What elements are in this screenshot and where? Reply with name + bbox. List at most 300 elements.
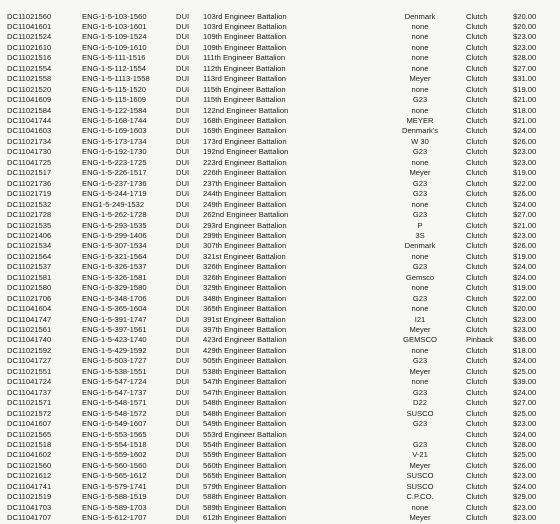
price: $25.00	[513, 366, 537, 376]
price: $19.00	[513, 84, 537, 94]
attachment: Clutch	[466, 429, 488, 439]
attachment: Clutch	[466, 283, 488, 293]
table-row	[0, 64, 560, 74]
table-row	[0, 398, 560, 408]
item-type: DUI	[176, 314, 190, 324]
item-type: DUI	[176, 345, 190, 355]
item-id: DC11021406	[7, 230, 52, 240]
price: $28.00	[513, 53, 537, 63]
item-code: ENG-1-5-547-1737	[82, 387, 147, 397]
item-code: ENG-1-5-192-1730	[82, 147, 147, 157]
item-id: DC11021736	[7, 178, 52, 188]
maker: SUSCO	[406, 481, 434, 491]
item-code: ENG-1-5-173-1734	[82, 136, 147, 146]
price: $23.00	[513, 32, 537, 42]
maker: I21	[414, 314, 426, 324]
item-type: DUI	[176, 84, 190, 94]
maker: G23	[412, 356, 428, 366]
attachment: Clutch	[466, 63, 488, 73]
attachment: Clutch	[466, 189, 488, 199]
item-type: DUI	[176, 377, 190, 387]
maker: G23	[412, 95, 428, 105]
item-type: DUI	[176, 471, 190, 481]
unit-name: 115th Engineer Battalion	[203, 95, 286, 105]
maker: none	[411, 105, 429, 115]
attachment: Clutch	[466, 95, 488, 105]
attachment: Clutch	[466, 460, 488, 470]
price: $23.00	[513, 419, 537, 429]
item-code: ENG-1-5-321-1564	[82, 251, 147, 261]
table-row	[0, 12, 560, 22]
item-type: DUI	[176, 304, 190, 314]
item-id: DC11041741	[7, 481, 52, 491]
item-id: DC11041727	[7, 356, 52, 366]
table-row	[0, 116, 560, 126]
attachment: Clutch	[466, 513, 488, 523]
price: $24.00	[513, 356, 537, 366]
item-type: DUI	[176, 230, 190, 240]
attachment: Clutch	[466, 11, 488, 21]
item-id: DC11021572	[7, 408, 52, 418]
item-type: DUI	[176, 116, 190, 125]
price: $24.00	[513, 272, 537, 282]
table-row	[0, 409, 560, 419]
item-id: DC11021519	[7, 492, 52, 502]
price: $24.00	[513, 126, 537, 136]
item-id: DC11041737	[7, 387, 52, 397]
price: $24.00	[513, 199, 537, 209]
price: $23.00	[513, 314, 537, 324]
price: $23.00	[513, 471, 537, 481]
price: $23.00	[513, 502, 537, 512]
attachment: Clutch	[466, 377, 488, 387]
maker: none	[411, 63, 429, 73]
attachment: Clutch	[466, 272, 488, 282]
item-code: ENG-1-5-226-1517	[82, 168, 147, 178]
item-code: ENG-1-5-115-1609	[82, 95, 147, 105]
table-row	[0, 168, 560, 178]
item-id: DC11041730	[7, 147, 52, 157]
price: $23.00	[513, 325, 537, 334]
table-row	[0, 231, 560, 241]
maker: D22	[413, 398, 427, 408]
price: $25.00	[513, 408, 537, 418]
item-code: ENG1-5-249-1532	[82, 199, 145, 209]
item-type: DUI	[176, 199, 190, 209]
table-row	[0, 304, 560, 314]
price: $27.00	[513, 398, 537, 408]
table-row	[0, 189, 560, 199]
item-type: DUI	[176, 220, 190, 230]
item-type: DUI	[176, 21, 190, 31]
item-code: ENG-1-5-365-1604	[82, 304, 147, 314]
item-code: ENG-1-5-103-1560	[82, 11, 147, 21]
item-type: DUI	[176, 241, 190, 251]
unit-name: 326th Engineer Battalion	[203, 272, 287, 282]
maker: none	[411, 251, 429, 261]
item-id: DC11021734	[7, 136, 52, 146]
unit-name: 237th Engineer Battalion	[203, 178, 287, 188]
maker: SUSCO	[406, 471, 434, 481]
maker: G23	[412, 293, 428, 303]
table-row	[0, 53, 560, 63]
table-row	[0, 430, 560, 440]
item-code: ENG-1-5-548-1571	[82, 398, 147, 408]
item-code: ENG-1-5-348-1706	[82, 293, 147, 303]
unit-name: 226th Engineer Battalion	[203, 168, 287, 178]
item-code: ENG-1-5-560-1560	[82, 460, 147, 470]
attachment: Clutch	[466, 419, 488, 429]
maker: none	[411, 283, 429, 293]
maker: none	[411, 32, 429, 42]
unit-name: 173rd Engineer Battalion	[203, 136, 287, 146]
unit-name: 329th Engineer Battalion	[203, 283, 287, 293]
maker: G23	[412, 439, 428, 449]
price: $20.00	[513, 21, 537, 31]
item-type: DUI	[176, 408, 190, 418]
attachment: Clutch	[466, 220, 488, 230]
item-code: ENG-1-5-112-1554	[82, 63, 147, 73]
table-row	[0, 356, 560, 366]
item-id: DC11021520	[7, 84, 52, 94]
item-type: DUI	[176, 210, 190, 220]
attachment: Clutch	[466, 105, 488, 115]
item-type: DUI	[176, 63, 190, 73]
unit-name: 547th Engineer Battalion	[203, 387, 287, 397]
item-type: DUI	[176, 481, 190, 491]
item-id: DC11041602	[7, 450, 52, 460]
item-code: ENG-1-5-168-1744	[82, 116, 147, 125]
table-row	[0, 262, 560, 272]
unit-name: 326th Engineer Battalion	[203, 262, 287, 272]
item-id: DC11021560	[7, 460, 52, 470]
item-code: ENG-1-5-122-1584	[82, 105, 147, 115]
unit-name: 365th Engineer Battalion	[203, 304, 287, 314]
item-code: ENG-1-5-1113-1558	[82, 74, 150, 84]
item-id: DC11021571	[7, 398, 52, 408]
maker: none	[411, 157, 429, 167]
unit-name: 192nd Engineer Battalion	[203, 147, 289, 157]
unit-name: 109th Engineer Battalion	[203, 42, 287, 52]
maker: C.P.CO.	[406, 492, 434, 502]
item-code: ENG-1-5-237-1736	[82, 178, 147, 188]
item-type: DUI	[176, 366, 190, 376]
price: $23.00	[513, 147, 537, 157]
unit-name: 588th Engineer Battalion	[203, 492, 287, 502]
table-row	[0, 367, 560, 377]
attachment: Clutch	[466, 21, 488, 31]
price: $23.00	[513, 230, 537, 240]
unit-name: 397th Engineer Battalion	[203, 325, 287, 334]
table-row	[0, 147, 560, 157]
item-type: DUI	[176, 450, 190, 460]
price: $20.00	[513, 304, 537, 314]
unit-name: 111th Engineer Battalion	[203, 53, 286, 63]
item-code: ENG-1-5-559-1602	[82, 450, 147, 460]
table-row	[0, 315, 560, 325]
item-id: DC11041747	[7, 314, 52, 324]
price: $22.00	[513, 293, 537, 303]
item-id: DC11021719	[7, 189, 52, 199]
maker: G23	[412, 210, 428, 220]
unit-name: 560th Engineer Battalion	[203, 460, 287, 470]
table-row	[0, 126, 560, 136]
item-code: ENG-1-5-326-1537	[82, 262, 147, 272]
maker: Meyer	[409, 460, 431, 470]
attachment: Clutch	[466, 366, 488, 376]
item-code: ENG-1-5-103-1601	[82, 21, 147, 31]
unit-name: 553rd Engineer Battalion	[203, 429, 287, 439]
attachment: Clutch	[466, 450, 488, 460]
item-type: DUI	[176, 42, 190, 52]
item-code: ENG-1-5-589-1703	[82, 502, 147, 512]
item-type: DUI	[176, 251, 190, 261]
price: $28.00	[513, 439, 537, 449]
item-code: ENG-1-5-547-1724	[82, 377, 147, 387]
unit-name: 115th Engineer Battalion	[203, 84, 286, 94]
item-type: DUI	[176, 387, 190, 397]
table-row	[0, 513, 560, 523]
attachment: Clutch	[466, 314, 488, 324]
table-row	[0, 377, 560, 387]
table-row	[0, 325, 560, 335]
table-row	[0, 440, 560, 450]
item-id: DC11041609	[7, 95, 52, 105]
item-code: ENG-1-5-293-1535	[82, 220, 147, 230]
table-row	[0, 95, 560, 105]
unit-name: 299th Engineer Battalion	[203, 230, 287, 240]
attachment: Clutch	[466, 502, 488, 512]
item-code: ENG-1-5-538-1551	[82, 366, 147, 376]
item-id: DC11021592	[7, 345, 52, 355]
maker: none	[411, 502, 429, 512]
table-row	[0, 273, 560, 283]
attachment: Clutch	[466, 408, 488, 418]
price: $18.00	[513, 105, 537, 115]
maker: Meyer	[409, 366, 431, 376]
item-type: DUI	[176, 429, 190, 439]
maker: Meyer	[409, 168, 431, 178]
item-id: DC11041740	[7, 335, 52, 345]
item-id: DC11021610	[7, 42, 52, 52]
table-row	[0, 471, 560, 481]
table-row	[0, 210, 560, 220]
item-id: DC11041744	[7, 116, 52, 125]
table-row	[0, 106, 560, 116]
item-type: DUI	[176, 168, 190, 178]
unit-name: 554th Engineer Battalion	[203, 439, 287, 449]
item-code: ENG-1-5-548-1572	[82, 408, 147, 418]
maker: G23	[412, 419, 428, 429]
item-id: DC11021535	[7, 220, 52, 230]
unit-name: 122nd Engineer Battalion	[203, 105, 289, 115]
price: $23.00	[513, 157, 537, 167]
maker: V-21	[412, 450, 428, 460]
unit-name: 565th Engineer Battalion	[203, 471, 287, 481]
unit-name: 548th Engineer Battalion	[203, 398, 287, 408]
maker: none	[411, 304, 429, 314]
price: $26.00	[513, 241, 537, 251]
price: $21.00	[513, 116, 537, 125]
attachment: Clutch	[466, 293, 488, 303]
price: $27.00	[513, 210, 537, 220]
item-id: DC11021534	[7, 241, 52, 251]
item-id: DC11021581	[7, 272, 52, 282]
table-row	[0, 252, 560, 262]
item-type: DUI	[176, 189, 190, 199]
maker: G23	[412, 387, 428, 397]
item-code: ENG-1-5-554-1518	[82, 439, 147, 449]
item-code: ENG-1-5-553-1565	[82, 429, 147, 439]
item-type: DUI	[176, 32, 190, 42]
item-type: DUI	[176, 272, 190, 282]
item-type: DUI	[176, 460, 190, 470]
item-code: ENG-1-5-329-1580	[82, 283, 147, 293]
attachment: Pinback	[466, 335, 494, 345]
table-row	[0, 482, 560, 492]
item-id: DC11021561	[7, 325, 52, 334]
maker: G23	[412, 147, 428, 157]
item-code: ENG-1-5-262-1728	[82, 210, 147, 220]
item-id: DC11021584	[7, 105, 52, 115]
item-type: DUI	[176, 178, 190, 188]
attachment: Clutch	[466, 356, 488, 366]
attachment: Clutch	[466, 210, 488, 220]
price: $19.00	[513, 283, 537, 293]
item-id: DC11041607	[7, 419, 52, 429]
unit-name: 548th Engineer Battalion	[203, 408, 287, 418]
item-id: DC11021728	[7, 210, 52, 220]
item-id: DC11021524	[7, 32, 52, 42]
table-row	[0, 137, 560, 147]
unit-name: 538th Engineer Battalion	[203, 366, 287, 376]
item-id: DC11021706	[7, 293, 52, 303]
price: $24.00	[513, 262, 537, 272]
unit-name: 169th Engineer Battalion	[203, 126, 287, 136]
unit-name: 579th Engineer Battalion	[203, 481, 287, 491]
unit-name: 321st Engineer Battalion	[203, 251, 286, 261]
item-code: ENG-1-5-109-1610	[82, 42, 147, 52]
maker: Denmark's	[401, 126, 439, 136]
table-row	[0, 85, 560, 95]
item-type: DUI	[176, 502, 190, 512]
table-row	[0, 419, 560, 429]
unit-name: 109th Engineer Battalion	[203, 32, 287, 42]
unit-name: 348th Engineer Battalion	[203, 293, 287, 303]
attachment: Clutch	[466, 74, 488, 84]
attachment: Clutch	[466, 42, 488, 52]
item-id: DC11041707	[7, 513, 52, 523]
table-row	[0, 450, 560, 460]
table-row	[0, 283, 560, 293]
table-row	[0, 158, 560, 168]
maker: Meyer	[409, 513, 431, 523]
item-type: DUI	[176, 147, 190, 157]
item-id: DC11021564	[7, 251, 52, 261]
maker: MEYER	[406, 116, 434, 125]
maker: none	[411, 21, 429, 31]
maker: none	[411, 53, 429, 63]
unit-name: 113rd Engineer Battalion	[203, 74, 287, 84]
unit-name: 391st Engineer Battalion	[203, 314, 286, 324]
item-type: DUI	[176, 95, 190, 105]
item-id: DC11021551	[7, 366, 52, 376]
unit-name: 307th Engineer Battalion	[203, 241, 287, 251]
price: $22.00	[513, 178, 537, 188]
item-type: DUI	[176, 335, 190, 345]
unit-name: 293rd Engineer Battalion	[203, 220, 287, 230]
unit-name: 249th Engineer Battalion	[203, 199, 287, 209]
table-row	[0, 200, 560, 210]
price: $19.00	[513, 168, 537, 178]
maker: none	[411, 345, 429, 355]
table-row	[0, 43, 560, 53]
maker: Denmark	[404, 11, 436, 21]
item-id: DC11021565	[7, 429, 52, 439]
attachment: Clutch	[466, 199, 488, 209]
table-row	[0, 179, 560, 189]
item-code: ENG-1-5-111-1516	[82, 53, 146, 63]
attachment: Clutch	[466, 53, 488, 63]
maker: W 30	[411, 136, 429, 146]
item-type: DUI	[176, 262, 190, 272]
unit-name: 429th Engineer Battalion	[203, 345, 287, 355]
item-type: DUI	[176, 105, 190, 115]
attachment: Clutch	[466, 126, 488, 136]
item-id: DC11021517	[7, 168, 52, 178]
unit-name: 244th Engineer Battalion	[203, 189, 287, 199]
price: $29.00	[513, 492, 537, 502]
table-row	[0, 492, 560, 502]
item-code: ENG-1-5-579-1741	[82, 481, 147, 491]
item-code: ENG-1-5-109-1524	[82, 32, 147, 42]
attachment: Clutch	[466, 32, 488, 42]
item-code: ENG-1-5-223-1725	[82, 157, 147, 167]
unit-name: 559th Engineer Battalion	[203, 450, 287, 460]
attachment: Clutch	[466, 178, 488, 188]
maker: G23	[412, 189, 428, 199]
maker: GEMSCO	[403, 335, 437, 345]
item-id: DC11041724	[7, 377, 52, 387]
table-row	[0, 32, 560, 42]
item-type: DUI	[176, 513, 190, 523]
item-id: DC11021612	[7, 471, 52, 481]
price: $19.00	[513, 251, 537, 261]
item-id: DC11021537	[7, 262, 52, 272]
price: $21.00	[513, 220, 537, 230]
item-code: ENG-1-5-307-1534	[82, 241, 147, 251]
attachment: Clutch	[466, 262, 488, 272]
table-row	[0, 388, 560, 398]
unit-name: 168th Engineer Battalion	[203, 116, 287, 125]
attachment: Clutch	[466, 147, 488, 157]
item-id: DC11041703	[7, 502, 52, 512]
item-id: DC11021516	[7, 53, 52, 63]
price: $24.00	[513, 429, 537, 439]
attachment: Clutch	[466, 398, 488, 408]
unit-name: 612th Engineer Battalion	[203, 513, 287, 523]
item-type: DUI	[176, 11, 190, 21]
unit-name: 505th Engineer Battalion	[203, 356, 287, 366]
item-code: ENG-1-5-299-1406	[82, 230, 147, 240]
item-id: DC11021518	[7, 439, 52, 449]
maker: Gemsco	[405, 272, 435, 282]
price: $26.00	[513, 189, 537, 199]
maker: Denmark	[404, 241, 436, 251]
item-type: DUI	[176, 74, 190, 84]
table-row	[0, 221, 560, 231]
attachment: Clutch	[466, 325, 488, 334]
